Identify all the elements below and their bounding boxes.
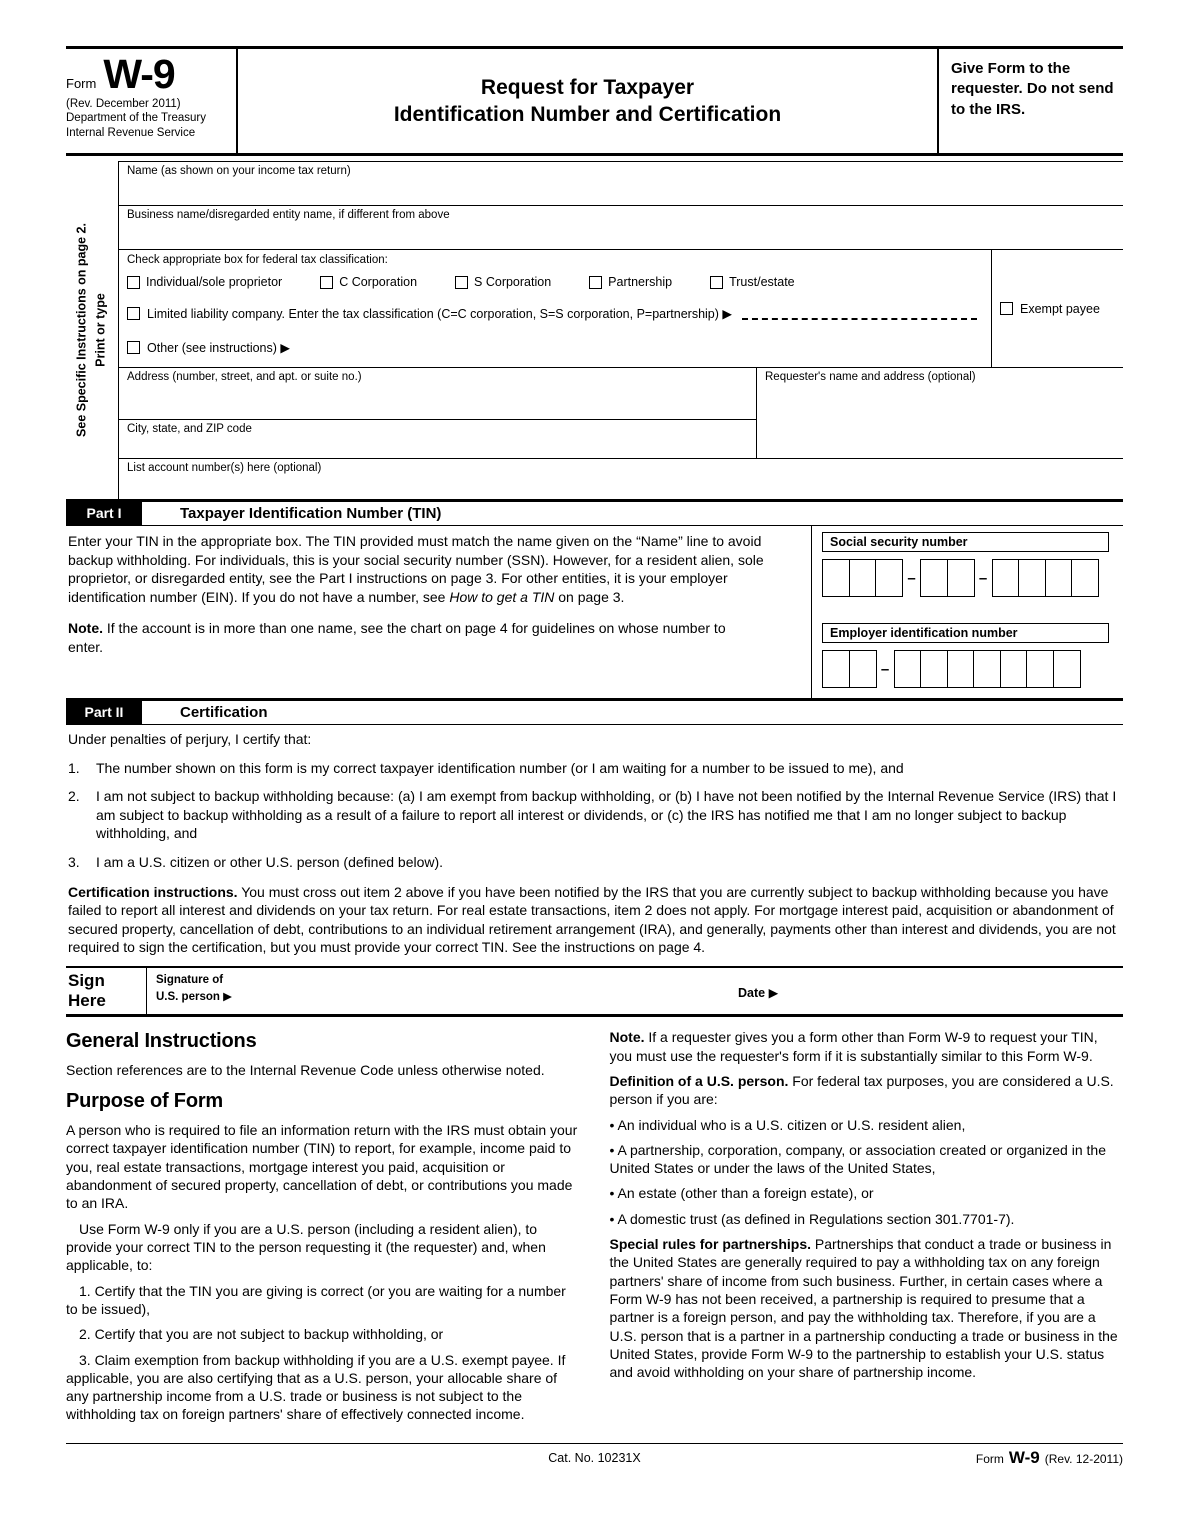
ein-digit-box[interactable]	[920, 650, 948, 688]
part1-body	[66, 526, 1123, 698]
ein-input-boxes	[822, 650, 1121, 688]
classification-label: Check appropriate box for federal tax classification:	[127, 254, 388, 266]
tin-instructions-text: Enter your TIN in the appropriate box. The TIN provided must match the name given on the “Name” line to avoid backup withholding. For individuals, this is your social security number (SSN). However, for a resident alien, sole proprietor, or disregarded entity, see the Part I instructions on page 3. For other entities, it is your employer identification number (EIN). If you do not have a number, see	[68, 533, 764, 605]
signature-label	[146, 968, 276, 1014]
ssn-digit-box[interactable]	[1071, 559, 1099, 597]
business-name-field-label: Business name/disregarded entity name, if different from above	[127, 209, 450, 221]
here-word: Here	[68, 991, 106, 1011]
page-footer	[66, 1443, 1123, 1465]
checkbox-s-corporation-label: S Corporation	[474, 275, 552, 289]
checkbox-exempt-payee[interactable]	[991, 250, 1123, 367]
checkbox-partnership[interactable]	[589, 275, 672, 289]
ein-digit-box[interactable]	[849, 650, 877, 688]
ssn-dash-separator: –	[907, 569, 916, 587]
special-rules-lead: Special rules for partnerships.	[609, 1236, 812, 1253]
certification-body	[66, 725, 1123, 966]
see-instructions-label: See Specific Instructions on page 2.	[74, 223, 89, 437]
form-title-line1: Request for Taxpayer	[480, 75, 695, 99]
purpose-list-item: 2. Certify that you are not subject to backup withholding, or	[79, 1326, 444, 1343]
ein-digit-box[interactable]	[1053, 650, 1081, 688]
checkbox-square-icon[interactable]	[710, 276, 723, 289]
purpose-of-form-title: Purpose of Form	[66, 1089, 224, 1112]
purpose-list-item: 3. Claim exemption from backup withholding if you are a U.S. exempt payee. If applicable, you are also certifying that as a U.S. person, your allocable share of any partnership income from a U.S. trade or business is not subject to the withholding tax on foreign partners' share of effectively connected income.	[66, 1351, 566, 1423]
name-field[interactable]	[119, 162, 1123, 206]
part2-title: Certification	[180, 704, 268, 721]
ein-digit-box[interactable]	[894, 650, 922, 688]
bullet-item: • A domestic trust (as defined in Regulations section 301.7701-7).	[609, 1210, 1015, 1227]
form-identity-block	[66, 49, 238, 153]
account-numbers-field[interactable]	[119, 459, 1123, 499]
treasury-label: Department of the Treasury	[66, 112, 206, 125]
tin-instructions-paragraph	[68, 532, 791, 606]
llc-label: Limited liability company. Enter the tax classification (C=C corporation, S=S corporation, P=partnership) ▶	[147, 307, 732, 321]
print-or-type-sidebar	[66, 161, 118, 499]
checkbox-individual-label: Individual/sole proprietor	[146, 275, 283, 289]
certification-instructions	[68, 883, 1123, 957]
address-field[interactable]	[119, 368, 756, 420]
give-form-notice: Give Form to the requester. Do not send to the IRS.	[937, 49, 1123, 153]
certification-intro: Under penalties of perjury, I certify that:	[68, 731, 312, 747]
tin-instructions-tail: on page 3.	[554, 588, 625, 605]
ein-dash-separator: –	[880, 660, 890, 678]
instructions-right-column	[610, 1025, 1124, 1431]
form-title	[238, 49, 937, 153]
tax-classification-section	[119, 250, 1123, 368]
purpose-paragraph: A person who is required to file an information return with the IRS must obtain your correct taxpayer identification number (TIN) to report, for example, income paid to you, real estate transactions, mortgage interest you paid, acquisition or abandonment of secured property, cancellation of debt, or contributions you made to an IRA.	[66, 1121, 578, 1212]
name-field-label: Name (as shown on your income tax return)	[127, 165, 351, 177]
signature-input-area[interactable]	[276, 968, 738, 1014]
ssn-digit-box[interactable]	[947, 559, 975, 597]
note-text: If a requester gives you a form other than Form W-9 to request your TIN, you must use the requester's form if it is substantially similar to this Form W-9.	[609, 1029, 1098, 1064]
certification-item-text: The number shown on this form is my correct taxpayer identification number (or I am waiting for a number to be issued to me), and	[96, 759, 904, 776]
checkbox-partnership-label: Partnership	[608, 275, 673, 289]
ssn-digit-box[interactable]	[1045, 559, 1073, 597]
form-word: Form	[66, 76, 97, 91]
tin-instructions	[66, 526, 811, 698]
footer-form-number: W-9	[1008, 1447, 1040, 1467]
section-references-text: Section references are to the Internal Revenue Code unless otherwise noted.	[66, 1062, 545, 1079]
ssn-label: Social security number	[822, 532, 1109, 552]
certification-instructions-text: You must cross out item 2 above if you have been notified by the IRS that you are currently subject to backup withholding because you have failed to report all interest and dividends on your tax return. For real estate transactions, item 2 does not apply. For mortgage interest paid, acquisition or abandonment of secured property, cancellation of debt, contributions to an individual retirement arrangement (IRA), and generally, payments other than interest and dividends, you are not required to sign the certification, but you must provide your correct TIN. See the instructions on page 4.	[68, 883, 1116, 956]
tax-classification-main	[119, 250, 991, 367]
form-revision: (Rev. December 2011)	[66, 97, 181, 110]
checkbox-trust-estate-label: Trust/estate	[729, 275, 795, 289]
checkbox-square-icon[interactable]	[127, 307, 140, 320]
form-fields-section	[66, 161, 1123, 499]
irs-label: Internal Revenue Service	[66, 126, 196, 139]
tin-note	[68, 619, 753, 656]
ein-digit-box[interactable]	[822, 650, 850, 688]
definition-text: For federal tax purposes, you are considered a U.S. person if you are:	[609, 1072, 1114, 1108]
requester-name-address-field[interactable]	[756, 368, 1123, 458]
account-field-label: List account number(s) here (optional)	[127, 462, 322, 474]
bullet-item: • An individual who is a U.S. citizen or U.S. resident alien,	[609, 1116, 966, 1133]
ssn-digit-box[interactable]	[920, 559, 948, 597]
other-label: Other (see instructions) ▶	[147, 341, 290, 355]
sign-here-label	[66, 968, 146, 1014]
checkbox-c-corporation[interactable]	[320, 275, 417, 289]
part1-header	[66, 499, 1123, 526]
signature-label-line2: U.S. person ▶	[156, 990, 232, 1003]
footer-form-id	[976, 1448, 1123, 1468]
signature-label-line1: Signature of	[156, 974, 224, 987]
city-field-label: City, state, and ZIP code	[127, 423, 252, 435]
certification-item-number: 3.	[68, 854, 80, 871]
ssn-digit-box[interactable]	[875, 559, 903, 597]
catalog-number: Cat. No. 10231X	[548, 1450, 641, 1465]
checkbox-square-icon[interactable]	[320, 276, 333, 289]
ein-label: Employer identification number	[822, 623, 1109, 643]
certification-item-number: 2.	[68, 788, 80, 805]
print-or-type-label	[73, 223, 112, 437]
checkbox-c-corporation-label: C Corporation	[339, 275, 418, 289]
fields-grid	[118, 161, 1123, 499]
sign-here-section	[66, 966, 1123, 1017]
bullet-item: • An estate (other than a foreign estate), or	[609, 1185, 874, 1202]
certification-item-text: I am a U.S. citizen or other U.S. person (defined below).	[96, 854, 444, 871]
instructions-left-column	[66, 1025, 580, 1431]
form-number-line	[66, 51, 230, 97]
purpose-paragraph: Use Form W-9 only if you are a U.S. person (including a resident alien), to provide your correct TIN to the person requesting it (the requester) and, when applicable, to:	[66, 1220, 546, 1274]
ssn-input-boxes	[822, 559, 1121, 597]
ein-section	[822, 623, 1121, 688]
certification-item	[68, 787, 1123, 843]
definition-lead: Definition of a U.S. person.	[609, 1072, 789, 1089]
exempt-payee-label: Exempt payee	[1020, 301, 1100, 316]
part1-badge: Part I	[66, 502, 142, 525]
checkbox-square-icon[interactable]	[127, 276, 140, 289]
checkbox-trust-estate[interactable]	[710, 275, 795, 289]
date-label: Date ▶	[738, 986, 779, 1001]
special-rules-text: Partnerships that conduct a trade or business in the United States are generally required to pay a withholding tax on any foreign partners' share of income from such business. Further, in certain cases where a Form W-9 has not been received, a partnership is required to presume that a partner is a foreign person, and pay the withholding tax. Therefore, if you are a U.S. person that is a partner in a partnership conducting a trade or business in the United States, provide Form W-9 to the partnership to establish your U.S. status and avoid withholding on your share of partnership income.	[609, 1236, 1118, 1381]
ein-digit-box[interactable]	[1000, 650, 1028, 688]
ssn-digit-box[interactable]	[992, 559, 1020, 597]
certification-item-text: I am not subject to backup withholding because: (a) I am exempt from backup withholding, or (b) I have not been notified by the Internal Revenue Service (IRS) that I am subject to backup withholding as a result of a failure to report all interest or dividends, or (c) the IRS has notified me that I am no longer subject to backup withholding, and	[96, 788, 1117, 842]
checkbox-square-icon[interactable]	[127, 341, 140, 354]
requester-field-label: Requester's name and address (optional)	[765, 371, 976, 383]
city-state-zip-field[interactable]	[119, 420, 756, 458]
tin-note-lead: Note.	[68, 620, 103, 637]
checkbox-other[interactable]	[127, 340, 983, 355]
certification-item-number: 1.	[68, 759, 80, 776]
business-name-field[interactable]	[119, 206, 1123, 250]
note-lead: Note.	[609, 1029, 645, 1046]
note-paragraph	[610, 1028, 1124, 1065]
general-instructions-title: General Instructions	[66, 1030, 257, 1053]
tin-note-text: If the account is in more than one name, see the chart on page 4 for guidelines on whose number to enter.	[68, 620, 726, 656]
us-person-definition	[610, 1072, 1124, 1109]
classification-checkbox-row	[127, 275, 983, 289]
ein-digit-box[interactable]	[973, 650, 1001, 688]
checkbox-square-icon[interactable]	[589, 276, 602, 289]
footer-form-word: Form	[975, 1451, 1004, 1466]
certification-item	[68, 853, 1123, 872]
general-instructions-section	[66, 1025, 1123, 1431]
part2-header	[66, 698, 1123, 725]
checkbox-square-icon[interactable]	[1000, 302, 1013, 315]
ssn-dash-separator: –	[978, 569, 988, 587]
form-title-line2: Identification Number and Certification	[393, 103, 782, 126]
address-block	[119, 368, 1123, 459]
footer-revision: (Rev. 12-2011)	[1044, 1451, 1123, 1466]
part2-badge: Part II	[66, 701, 142, 724]
ssn-digit-box[interactable]	[849, 559, 877, 597]
ssn-digit-box[interactable]	[1018, 559, 1046, 597]
date-field[interactable]	[738, 968, 1123, 1014]
print-type-label: Print or type	[94, 293, 108, 367]
tin-box-column	[811, 526, 1123, 698]
form-header	[66, 46, 1123, 156]
bullet-item: • A partnership, corporation, company, or association created or organized in the United States or under the laws of the United States,	[609, 1141, 1106, 1177]
address-field-label: Address (number, street, and apt. or suite no.)	[127, 371, 362, 383]
tin-instructions-italic: How to get a TIN	[449, 588, 555, 605]
address-column	[119, 368, 756, 458]
checkbox-llc[interactable]	[127, 306, 983, 321]
ssn-digit-box[interactable]	[822, 559, 850, 597]
checkbox-s-corporation[interactable]	[455, 275, 551, 289]
certification-item	[68, 759, 1123, 778]
checkbox-individual[interactable]	[127, 275, 282, 289]
sign-word: Sign	[68, 971, 105, 991]
checkbox-square-icon[interactable]	[455, 276, 468, 289]
form-number: W-9	[103, 51, 175, 97]
ein-digit-box[interactable]	[1026, 650, 1054, 688]
ein-digit-box[interactable]	[947, 650, 975, 688]
certification-instructions-lead: Certification instructions.	[68, 883, 238, 900]
llc-tax-class-input[interactable]	[742, 318, 977, 320]
special-rules-paragraph	[610, 1235, 1124, 1382]
purpose-list-item: 1. Certify that the TIN you are giving is correct (or you are waiting for a number to be issued),	[66, 1282, 566, 1317]
part1-title: Taxpayer Identification Number (TIN)	[180, 505, 442, 522]
